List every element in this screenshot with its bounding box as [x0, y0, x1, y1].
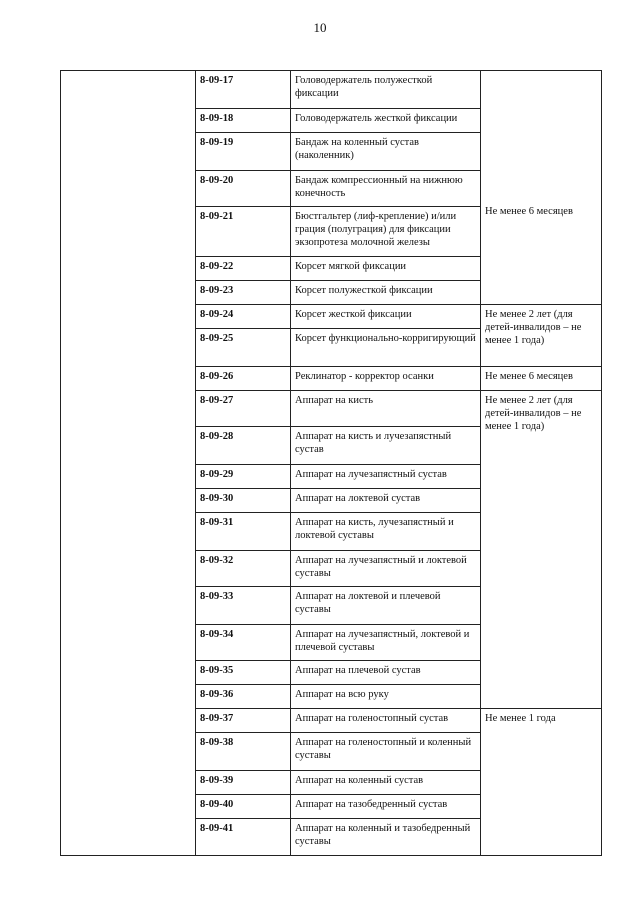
name-cell: Аппарат на плечевой сустав	[291, 661, 481, 685]
code-cell: 8-09-39	[196, 771, 291, 795]
name-cell: Бандаж на коленный сустав (наколенник)	[291, 133, 481, 171]
term-cell	[481, 71, 602, 305]
name-cell: Аппарат на локтевой сустав	[291, 489, 481, 513]
empty-column-cell	[61, 71, 196, 856]
code-cell: 8-09-20	[196, 171, 291, 207]
code-cell: 8-09-31	[196, 513, 291, 551]
table-row	[61, 71, 602, 109]
name-cell: Аппарат на локтевой и плечевой суставы	[291, 587, 481, 625]
code-cell: 8-09-18	[196, 109, 291, 133]
name-cell: Аппарат на кисть	[291, 391, 481, 427]
name-cell: Аппарат на коленный и тазобедренный суставы	[291, 819, 481, 856]
name-cell: Аппарат на кисть и лучезапястный сустав	[291, 427, 481, 465]
code-cell: 8-09-28	[196, 427, 291, 465]
name-cell: Аппарат на лучезапястный, локтевой и плечевой суставы	[291, 625, 481, 661]
term-cell: Не менее 2 лет (для детей-инвалидов – не менее 1 года)	[481, 305, 602, 367]
name-cell: Корсет мягкой фиксации	[291, 257, 481, 281]
code-cell: 8-09-33	[196, 587, 291, 625]
code-cell: 8-09-26	[196, 367, 291, 391]
name-cell: Аппарат на кисть, лучезапястный и локтевой суставы	[291, 513, 481, 551]
name-cell: Корсет полужесткой фиксации	[291, 281, 481, 305]
code-cell: 8-09-35	[196, 661, 291, 685]
name-cell: Головодержатель жесткой фиксации	[291, 109, 481, 133]
name-cell: Аппарат на голеностопный и коленный суставы	[291, 733, 481, 771]
code-cell: 8-09-27	[196, 391, 291, 427]
term-cell: Не менее 2 лет (для детей-инвалидов – не менее 1 года)	[481, 391, 602, 709]
code-cell: 8-09-22	[196, 257, 291, 281]
code-cell: 8-09-19	[196, 133, 291, 171]
devices-table	[60, 70, 602, 856]
code-cell: 8-09-40	[196, 795, 291, 819]
code-cell: 8-09-38	[196, 733, 291, 771]
code-cell: 8-09-21	[196, 207, 291, 257]
name-cell: Аппарат на коленный сустав	[291, 771, 481, 795]
term-text: Не менее 6 месяцев	[485, 206, 573, 217]
code-cell: 8-09-32	[196, 551, 291, 587]
code-cell: 8-09-34	[196, 625, 291, 661]
code-cell: 8-09-24	[196, 305, 291, 329]
code-cell: 8-09-29	[196, 465, 291, 489]
name-cell: Головодержатель полужесткой фиксации	[291, 71, 481, 109]
name-cell: Корсет функционально-корригирующий	[291, 329, 481, 367]
page-number: 10	[313, 20, 327, 35]
name-cell: Реклинатор - корректор осанки	[291, 367, 481, 391]
code-cell: 8-09-17	[196, 71, 291, 109]
name-cell: Аппарат на тазобедренный сустав	[291, 795, 481, 819]
name-cell: Аппарат на голеностопный сустав	[291, 709, 481, 733]
name-cell: Бандаж компрессионный на нижнюю конечность	[291, 171, 481, 207]
code-cell: 8-09-41	[196, 819, 291, 856]
term-cell: Не менее 6 месяцев	[481, 367, 602, 391]
code-cell: 8-09-36	[196, 685, 291, 709]
name-cell: Аппарат на всю руку	[291, 685, 481, 709]
code-cell: 8-09-30	[196, 489, 291, 513]
code-cell: 8-09-25	[196, 329, 291, 367]
code-cell: 8-09-23	[196, 281, 291, 305]
name-cell: Аппарат на лучезапястный сустав	[291, 465, 481, 489]
name-cell: Аппарат на лучезапястный и локтевой суставы	[291, 551, 481, 587]
name-cell: Бюстгальтер (лиф-крепление) и/или грация (полуграция) для фиксации экзопротеза молочной железы	[291, 207, 481, 257]
code-cell: 8-09-37	[196, 709, 291, 733]
term-cell: Не менее 1 года	[481, 709, 602, 856]
name-cell: Корсет жесткой фиксации	[291, 305, 481, 329]
